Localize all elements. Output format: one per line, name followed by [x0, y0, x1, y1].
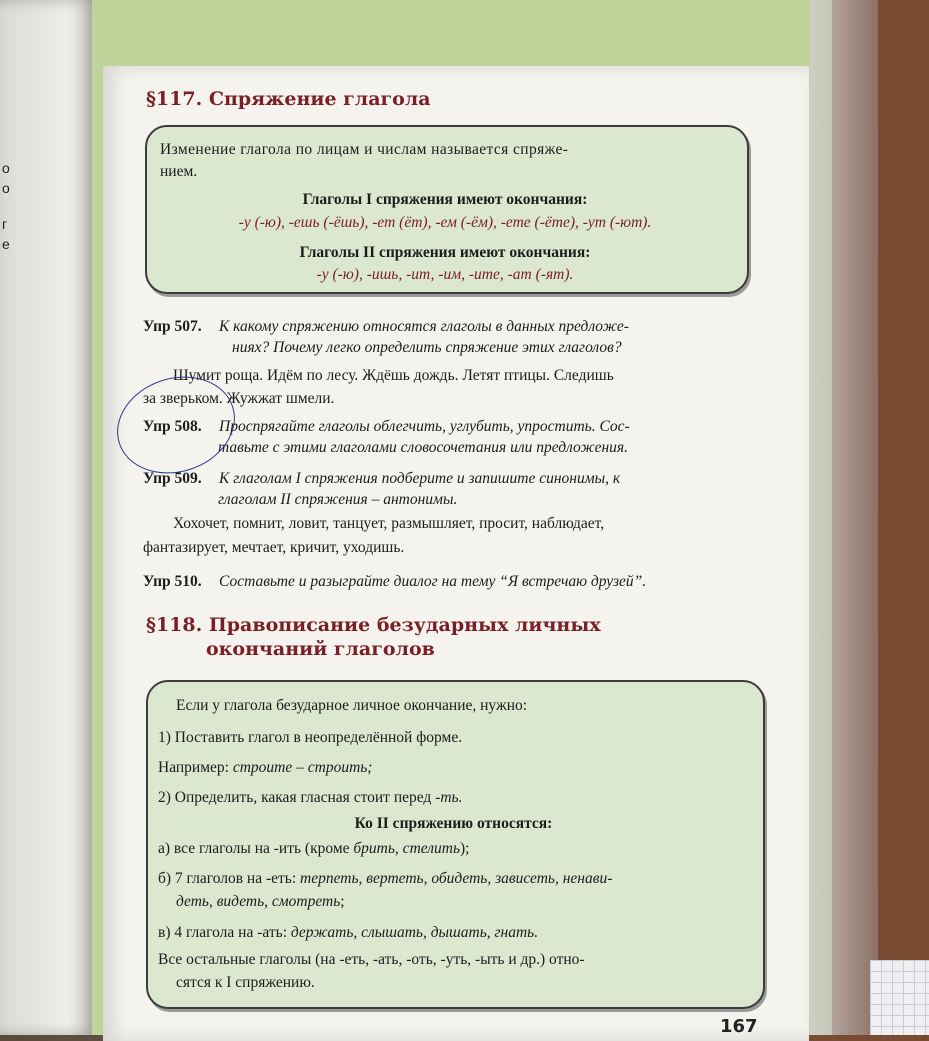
rule-text: Если у глагола безударное личное окончание, нужно:	[176, 697, 528, 714]
exercise-label: Упр 507.	[143, 318, 202, 335]
item-a-end: );	[460, 840, 470, 857]
item-a-exceptions: брить, стелить	[353, 840, 461, 857]
rule-item-a	[158, 840, 469, 858]
plastic-cover	[810, 0, 878, 1035]
item-b-end: ;	[340, 893, 345, 910]
rule-rest: сятся к I спряжению.	[176, 974, 315, 991]
rule-example	[158, 759, 372, 777]
rule-step: 1) Поставить глагол в неопределённой форме.	[158, 729, 463, 746]
rule-endings: -у (-ю), -ешь (-ёшь), -ет (ёт), -ем (-ём), -ете (-ёте), -ут (-ют).	[238, 214, 652, 231]
item-b-verbs: деть, видеть, смотреть	[176, 893, 341, 910]
rule-rest: Все остальные глаголы (на -еть, -ать, -оть, -уть, -ыть и др.) отно-	[158, 951, 585, 968]
item-a-text: а) все глаголы на -ить (кроме	[158, 840, 350, 857]
exercise-task: Проспрягайте глаголы облегчить, углубить, упростить. Сос-	[219, 418, 630, 435]
exercise-label: Упр 510.	[143, 573, 202, 590]
step2-text: 2) Определить, какая гласная стоит перед	[158, 789, 432, 806]
page-number: 167	[720, 1016, 758, 1037]
rule-text: нием.	[160, 163, 198, 180]
rule-text: Изменение глагола по лицам и числам называется спряже-	[160, 141, 569, 158]
exercise-task: К глаголам I спряжения подберите и запишите синонимы, к	[219, 470, 621, 487]
rule-item-b	[158, 870, 612, 888]
exercise-task: тавьте с этими глаголами словосочетания или предложения.	[218, 439, 628, 456]
section-117-title: §117. Спряжение глагола	[146, 88, 431, 110]
rule-subheading: Ко II спряжению относятся:	[354, 815, 553, 832]
rule-item-c	[158, 924, 538, 942]
example-label: Например:	[158, 759, 229, 776]
rule-endings: -у (-ю), -ишь, -ит, -им, -ите, -ат (-ят).	[316, 266, 574, 283]
rule-item-b-cont	[176, 893, 345, 911]
exercise-body: Шумит роща. Идём по лесу. Ждёшь дождь. Летят птицы. Следишь	[173, 367, 614, 384]
exercise-body: фантазирует, мечтает, кричит, уходишь.	[143, 539, 405, 556]
exercise-task: глаголам II спряжения – антонимы.	[218, 491, 458, 508]
exercise-task: К какому спряжению относятся глаголы в данных предложе-	[219, 318, 629, 335]
exercise-label: Упр 509.	[143, 470, 202, 487]
item-b-verbs: терпеть, вертеть, обидеть, зависеть, ненави-	[300, 870, 613, 887]
exercise-body: за зверьком. Жужжат шмели.	[143, 390, 335, 407]
item-c-text: в) 4 глагола на -ать:	[158, 924, 288, 941]
rule-subheading: Глаголы I спряжения имеют окончания:	[302, 191, 588, 208]
exercise-task: Составьте и разыграйте диалог на тему “Я встречаю друзей”.	[219, 573, 647, 590]
section-118-title: окончаний глаголов	[206, 638, 435, 660]
margin-glyph: е	[2, 236, 10, 252]
exercise-label: Упр 508.	[143, 418, 202, 435]
rule-step	[158, 789, 463, 807]
exercise-body: Хохочет, помнит, ловит, танцует, размышляет, просит, наблюдает,	[173, 515, 605, 532]
rule-subheading: Глаголы II спряжения имеют окончания:	[299, 244, 591, 261]
item-b-text: б) 7 глаголов на -еть:	[158, 870, 297, 887]
margin-glyph: о	[2, 160, 10, 176]
grid-paper	[870, 960, 929, 1035]
margin-glyph: о	[2, 180, 10, 196]
section-118-title: §118. Правописание безударных личных	[146, 614, 601, 636]
step2-ending: -ть.	[435, 789, 463, 806]
margin-glyph: г	[2, 216, 8, 232]
left-page	[0, 0, 96, 1035]
item-c-verbs: держать, слышать, дышать, гнать.	[290, 924, 539, 941]
example-text: строите – строить;	[232, 759, 373, 776]
exercise-task: ниях? Почему легко определить спряжение этих глаголов?	[232, 339, 622, 356]
